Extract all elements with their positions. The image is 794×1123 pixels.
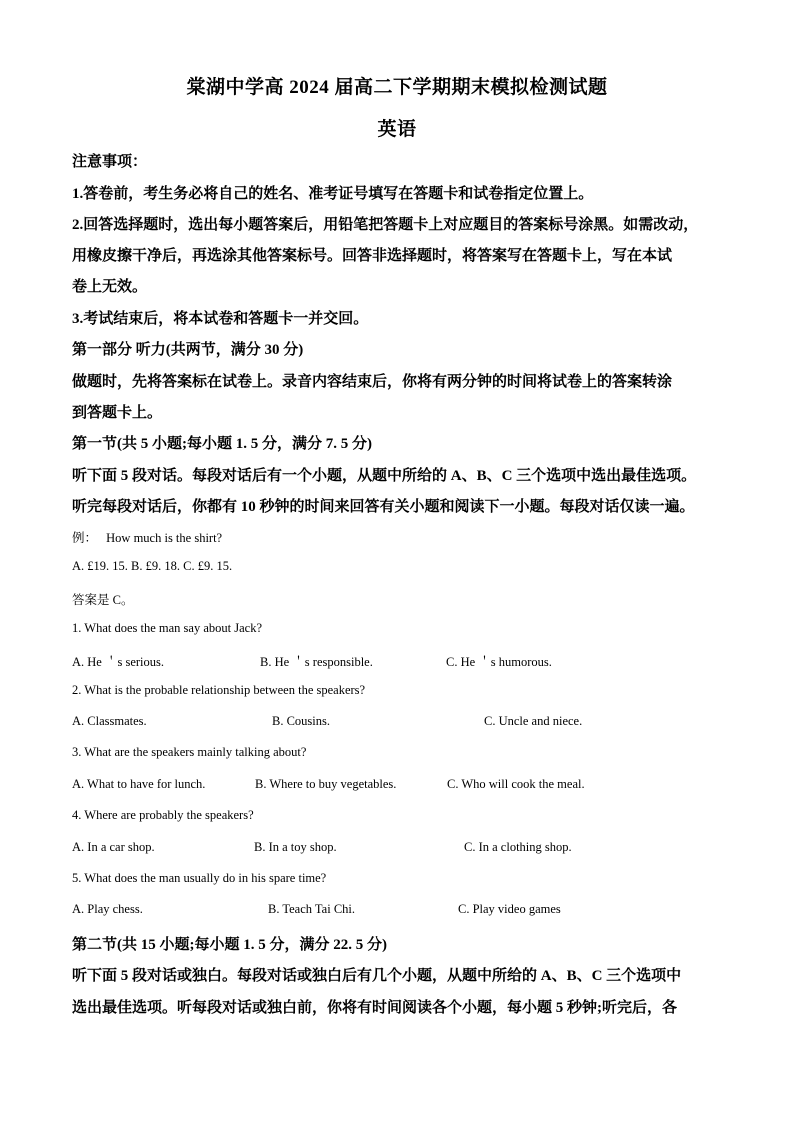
question-2: 2. What is the probable relationship between the speakers? xyxy=(72,683,366,697)
question-1-option-c: C. He ＇s humorous. xyxy=(446,655,552,669)
question-2-option-b: B. Cousins. xyxy=(272,714,331,728)
example-label: 例： xyxy=(72,531,98,545)
question-2-options xyxy=(72,714,724,732)
section2-instruction-line-1: 听下面 5 段对话或独白。每段对话或独白后有几个小题，从题中所给的 A、B、C 三个选项中 xyxy=(72,968,682,984)
question-3-option-b: B. Where to buy vegetables. xyxy=(255,777,397,791)
question-4-option-a: A. In a car shop. xyxy=(72,840,155,854)
question-5-option-c: C. Play video games xyxy=(458,902,561,916)
question-1-options xyxy=(72,652,724,670)
notes-heading: 注意事项： xyxy=(72,154,148,170)
question-4-option-c: C. In a clothing shop. xyxy=(464,840,572,854)
part1-instruction-line-1: 做题时，先将答案标在试卷上。录音内容结束后，你将有两分钟的时间将试卷上的答案转涂 xyxy=(72,374,673,390)
notes-item-2-line-2: 用橡皮擦干净后，再选涂其他答案标号。回答非选择题时，将答案写在答题卡上，写在本试 xyxy=(72,248,673,264)
question-4: 4. Where are probably the speakers? xyxy=(72,808,254,822)
section2-heading: 第二节(共 15 小题;每小题 1. 5 分，满分 22. 5 分) xyxy=(72,937,387,953)
exam-subject: 英语 xyxy=(377,119,417,140)
question-5-option-b: B. Teach Tai Chi. xyxy=(268,902,356,916)
notes-item-2-line-3: 卷上无效。 xyxy=(72,279,148,295)
example-question: How much is the shirt? xyxy=(106,531,223,545)
example-answer: 答案是 C。 xyxy=(72,593,134,607)
question-2-option-a: A. Classmates. xyxy=(72,714,147,728)
question-5-options xyxy=(72,902,724,920)
question-1-option-a: A. He ＇s serious. xyxy=(72,655,165,669)
section1-heading: 第一节(共 5 小题;每小题 1. 5 分，满分 7. 5 分) xyxy=(72,436,372,452)
notes-item-1: 1.答卷前，考生务必将自己的姓名、准考证号填写在答题卡和试卷指定位置上。 xyxy=(72,186,594,202)
notes-item-3: 3.考试结束后，将本试卷和答题卡一并交回。 xyxy=(72,311,369,327)
notes-item-2-line-1: 2.回答选择题时，选出每小题答案后，用铅笔把答题卡上对应题目的答案标号涂黑。如需改动， xyxy=(72,217,699,233)
question-4-option-b: B. In a toy shop. xyxy=(254,840,337,854)
question-2-option-c: C. Uncle and niece. xyxy=(484,714,583,728)
question-3-options xyxy=(72,777,724,795)
question-3-option-a: A. What to have for lunch. xyxy=(72,777,206,791)
part1-instruction-line-2: 到答题卡上。 xyxy=(72,405,163,421)
example-options: A. £19. 15. B. £9. 18. C. £9. 15. xyxy=(72,559,233,573)
example-line xyxy=(72,528,724,546)
question-3-option-c: C. Who will cook the meal. xyxy=(447,777,585,791)
part1-heading: 第一部分 听力(共两节，满分 30 分) xyxy=(72,342,304,358)
section2-instruction-line-2: 选出最佳选项。听每段对话或独白前，你将有时间阅读各个小题，每小题 5 秒钟;听完后，各 xyxy=(72,1000,677,1016)
question-1: 1. What does the man say about Jack? xyxy=(72,621,262,635)
question-3: 3. What are the speakers mainly talking about? xyxy=(72,745,307,759)
section1-instruction-line-1: 听下面 5 段对话。每段对话后有一个小题，从题中所给的 A、B、C 三个选项中选出最佳选项。 xyxy=(72,468,697,484)
question-4-options xyxy=(72,840,724,858)
question-5-option-a: A. Play chess. xyxy=(72,902,143,916)
question-1-option-b: B. He ＇s responsible. xyxy=(260,655,373,669)
question-5: 5. What does the man usually do in his spare time? xyxy=(72,871,327,885)
exam-title: 棠湖中学高 2024 届高二下学期期末模拟检测试题 xyxy=(186,77,608,98)
section1-instruction-line-2: 听完每段对话后，你都有 10 秒钟的时间来回答有关小题和阅读下一小题。每段对话仅读一遍。 xyxy=(72,499,695,515)
